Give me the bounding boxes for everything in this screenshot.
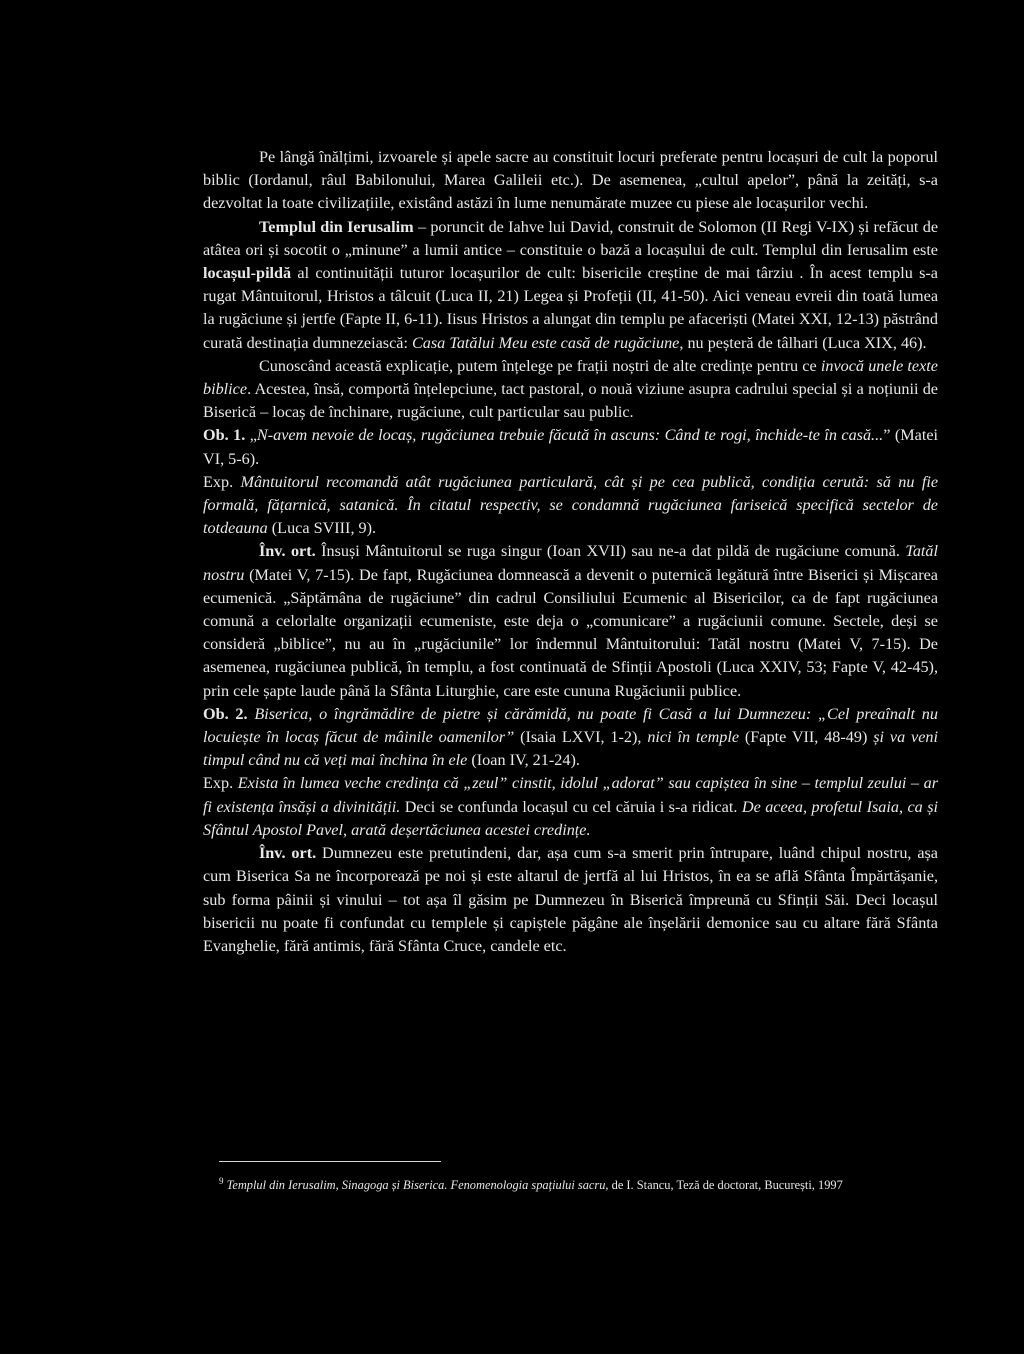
text-run: Dumnezeu este pretutindeni, dar, așa cum s-a smerit prin întrupare, luând chipul nostru, așa cum Biserica Sa ne încorporează pe noi și este altarul de jertfă al lui Hristos, în ea se află Sfânta Împărtășanie, sub forma pâinii și vinului – tot așa îl găsim pe Dumnezeu în Biserică împreună cu Sfinții Săi. Deci locașul bisericii nu poate fi confundat cu templele și capiștele păgâne ale înșelării demonice sau cu altare fără Sfânta Evanghelie, fără antimis, fără Sfânta Cruce, candele etc. (203, 844, 938, 955)
bold-text: Templul din Ierusalim (259, 217, 414, 236)
italic-text: Casa Tatălui Meu este casă de rugăciune (411, 333, 680, 352)
italic-text: De aceea, profetul Isaia, ca și Sfântul Apostol Pavel, arată deșertăciunea acestei credințe. (203, 797, 938, 839)
italic-text: și va veni timpul când nu că veți mai închina în ele (203, 728, 938, 770)
text-run: (Fapte VII, 48-49) (739, 728, 874, 747)
text-run: (Isaia LXVI, 1-2), (514, 728, 648, 747)
bold-text: Ob. 1. (203, 426, 246, 445)
text-run: (Matei V, 7-15). De fapt, Rugăciunea domnească a devenit o puternică legătură între Biserici și Mișcarea ecumenică. „Săptămâna de rugăciune” din cadrul Consiliului Ecumenic al Bisericilor, ca de fapt rugăciunea comună a celorlalte organizații ecumeniste, este deja o „comunicare” a rugăciunii comune. Sectele, deși se consideră „biblice”, nu au în „rugăciunile” lor îndemnul Mântuitorului: Tatăl nostru (Matei V, 7-15). De asemenea, rugăciunea publică, în templu, a fost continuată de Sfinții Apostoli (Luca XXIV, 53; Fapte V, 42-45), prin cele șapte laude până la Sfânta Liturghie, care este cununa Rugăciunii publice. (203, 565, 938, 700)
bold-text: Înv. ort. (259, 542, 316, 561)
paragraph (203, 146, 938, 216)
paragraph (203, 471, 938, 541)
text-run: Exp. (203, 774, 238, 793)
italic-text: Tatăl nostru (203, 542, 939, 584)
text-run: , nu peșteră de tâlhari (Luca XIX, 46). (679, 333, 927, 352)
text-run: Deci se confunda locașul cu cel căruia i s-a ridicat. (400, 797, 742, 816)
text-run: de I. Stancu, Teză de doctorat, București, 1997 (608, 1178, 843, 1193)
bold-text: Ob. 2. (203, 704, 248, 723)
italic-text: Mântuitorul recomandă atât rugăciunea particulară, cât și pe cea publică, condiția cerută: să nu fie formală, fățarnică, satanică. În citatul respectiv, se condamnă rugăciunea fariseică specifică sectelor de totdeauna (203, 472, 939, 538)
text-run: Pe lângă înălțimi, izvoarele și apele sacre au constituit locuri preferate pentru locașuri de cult la poporul biblic (Iordanul, râul Babilonului, Marea Galileii etc.). De asemenea, „cultul apelor”, până la zeități, s-a dezvoltat la toate civilizațiile, existând astăzi în lume nenumărate muzee cu piese ale locașurilor vechi. (203, 148, 938, 213)
italic-text: Exista în lumea veche credința că „zeul” cinstit, idolul „adorat” sau capiștea în sine – templul zeului – ar fi existența însăși a divinității. (203, 774, 938, 816)
paragraph (203, 842, 938, 958)
footnote-marker: 9 (219, 1176, 224, 1186)
paragraph (203, 703, 938, 773)
paragraph (203, 424, 938, 470)
text-run: – poruncit de Iahve lui David, construit de Solomon (II Regi V-IX) și refăcut de atâtea ori și socotit o „minune” a lumii antice – constituie o bază a locașului de cult. Templul din Ierusalim este (203, 217, 939, 259)
footnote (219, 1173, 899, 1194)
italic-text: N-avem nevoie de locaș, rugăciunea trebuie făcută în ascuns: Când te rogi, închide-te în casă... (256, 426, 884, 445)
text-run: . Acestea, însă, comportă înțelepciune, tact pastoral, o nouă viziune asupra cadrului special și a noțiunii de Biserică – locaș de închinare, rugăciune, cult particular sau public. (203, 380, 938, 422)
paragraph (203, 772, 938, 842)
text-run: ” (Matei VI, 5-6). (203, 426, 938, 468)
italic-text: invocă unele texte biblice (203, 356, 938, 399)
paragraph (203, 540, 938, 702)
text-run: „ (245, 426, 257, 445)
text-run: (Luca SVIII, 9). (267, 519, 377, 538)
body-text (203, 146, 938, 958)
italic-text: nici în temple (647, 728, 740, 747)
text-run: Însuși Mântuitorul se ruga singur (Ioan XVII) sau ne-a dat pildă de rugăciune comună. (315, 542, 906, 561)
text-run: al continuității tuturor locașurilor de cult: bisericile creștine de mai târziu . În acest templu s-a rugat Mântuitorul, Hristos a tâlcuit (Luca II, 21) Legea și Profeții (II, 41-50). Aici veneau evreii din toată lumea la rugăciune și jertfe (Fapte II, 6-11). Iisus Hristos a alungat din templu pe afaceriști (Matei XXI, 12-13) păstrând curată destinația dumnezeiască: (203, 264, 938, 352)
footnote-separator (219, 1161, 441, 1162)
text-run: (Ioan IV, 21-24). (467, 751, 580, 770)
bold-text: Înv. ort. (259, 844, 317, 863)
paragraph (203, 216, 938, 355)
footnote-text (224, 1178, 843, 1192)
bold-text: locașul-pildă (203, 264, 292, 283)
text-run: Exp. (203, 472, 241, 491)
text-run: Cunoscând această explicație, putem înțelege pe frații noștri de alte credințe pentru ce (259, 356, 821, 375)
paragraph (203, 355, 938, 425)
italic-text: Templul din Ierusalim, Sinagoga și Biserica. Fenomenologia spațiului sacru, (223, 1178, 609, 1193)
italic-text: Biserica, o îngrămădire de pietre și cărămidă, nu poate fi Casă a lui Dumnezeu: „Cel preaînalt nu locuiește în locaș făcut de mâinile oamenilor” (203, 704, 938, 747)
